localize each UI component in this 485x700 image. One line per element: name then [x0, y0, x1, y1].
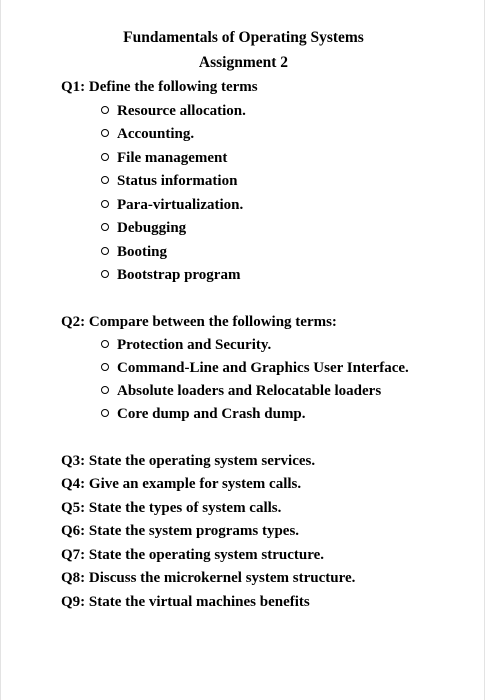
question-3	[61, 453, 315, 470]
circle-bullet-icon	[101, 247, 109, 255]
document-subtitle: Assignment 2	[198, 54, 289, 71]
question-4	[61, 476, 301, 493]
list-item: Core dump and Crash dump.	[101, 406, 306, 423]
list-item: Protection and Security.	[101, 337, 271, 354]
circle-bullet-icon	[101, 129, 109, 137]
circle-bullet-icon	[101, 409, 109, 417]
circle-bullet-icon	[101, 340, 109, 348]
list-item: Debugging	[101, 220, 186, 237]
circle-bullet-icon	[101, 363, 109, 371]
question-text: State the system programs types.	[88, 523, 300, 539]
question-label: Q8:	[61, 570, 86, 586]
question-2	[61, 314, 337, 331]
question-text: State the operating system structure.	[88, 547, 325, 563]
question-text: Define the following terms	[88, 79, 258, 95]
question-text: State the operating system services.	[88, 453, 316, 469]
list-item: Command-Line and Graphics User Interface.	[101, 360, 409, 377]
circle-bullet-icon	[101, 153, 109, 161]
circle-bullet-icon	[101, 386, 109, 394]
list-item: Resource allocation.	[101, 103, 246, 120]
question-text: State the virtual machines benefits	[88, 594, 310, 610]
list-item: File management	[101, 150, 227, 167]
question-label: Q6:	[61, 523, 86, 539]
question-label: Q7:	[61, 547, 86, 563]
list-item: Bootstrap program	[101, 267, 240, 284]
question-text: State the types of system calls.	[88, 500, 282, 516]
circle-bullet-icon	[101, 223, 109, 231]
circle-bullet-icon	[101, 200, 109, 208]
question-1	[61, 79, 258, 96]
question-label: Q4:	[61, 476, 86, 492]
question-label: Q1:	[61, 79, 86, 95]
list-item: Absolute loaders and Relocatable loaders	[101, 383, 381, 400]
question-7	[61, 547, 324, 564]
question-text: Give an example for system calls.	[88, 476, 302, 492]
question-text: Discuss the microkernel system structure.	[88, 570, 356, 586]
list-item: Status information	[101, 173, 237, 190]
question-8	[61, 570, 355, 587]
question-6	[61, 523, 299, 540]
question-5	[61, 500, 281, 517]
circle-bullet-icon	[101, 106, 109, 114]
question-text: Compare between the following terms:	[88, 314, 337, 330]
circle-bullet-icon	[101, 270, 109, 278]
question-9	[61, 594, 310, 611]
question-label: Q3:	[61, 453, 86, 469]
question-label: Q2:	[61, 314, 86, 330]
circle-bullet-icon	[101, 176, 109, 184]
list-item: Accounting.	[101, 126, 194, 143]
list-item: Para-virtualization.	[101, 197, 243, 214]
list-item: Booting	[101, 244, 167, 261]
document-title: Fundamentals of Operating Systems	[123, 29, 364, 46]
question-label: Q5:	[61, 500, 86, 516]
question-label: Q9:	[61, 594, 86, 610]
